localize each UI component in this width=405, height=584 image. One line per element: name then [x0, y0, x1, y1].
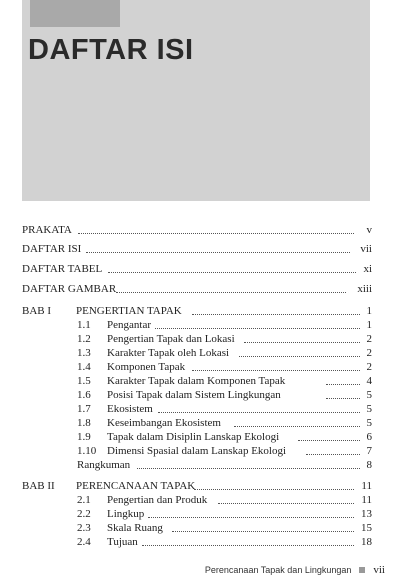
subentry-number: 2.2 [77, 508, 91, 520]
toc-entry-daftar-gambar[interactable] [22, 281, 372, 297]
toc-entry-page: xi [363, 263, 372, 275]
chapter-number: BAB I [22, 305, 52, 317]
subentry-number: 1.4 [77, 361, 91, 373]
leader-dots [218, 492, 354, 504]
leader-dots [326, 373, 360, 385]
subentry-label: Dimensi Spasial dalam Lanskap Ekologi [107, 445, 287, 457]
leader-dots [108, 261, 356, 273]
leader-dots [244, 331, 360, 343]
leader-dots [86, 241, 350, 253]
toc-entry-label: DAFTAR ISI [22, 243, 82, 255]
subentry-label: Karakter Tapak dalam Komponen Tapak [107, 375, 286, 387]
leader-dots [158, 401, 360, 413]
chapter-title: PENGERTIAN TAPAK [76, 305, 182, 317]
subentry-number: 1.8 [77, 417, 91, 429]
leader-dots [78, 222, 354, 234]
toc-entry-page: 15 [361, 522, 372, 534]
subentry-label: Rangkuman [77, 459, 131, 471]
page-title: DAFTAR ISI [28, 34, 194, 66]
subentry-number: 2.3 [77, 522, 91, 534]
toc-entry-page: 11 [361, 494, 372, 506]
subentry-number: 1.7 [77, 403, 91, 415]
toc-entry-page: 13 [361, 508, 372, 520]
leader-dots [306, 443, 360, 455]
toc-entry-page: 5 [366, 403, 372, 415]
toc-entry-rangkuman[interactable] [22, 457, 372, 473]
subentry-label: Lingkup [107, 508, 145, 520]
toc-entry-page: vii [360, 243, 372, 255]
toc-entry-page: 7 [366, 445, 372, 457]
chapter-number: BAB II [22, 480, 55, 492]
subentry-number: 1.3 [77, 347, 91, 359]
toc-entry-prakata[interactable] [22, 222, 372, 238]
footer-page-number: vii [373, 564, 385, 576]
subentry-label: Keseimbangan Ekosistem [107, 417, 221, 429]
leader-dots [298, 429, 360, 441]
toc-entry-daftar-tabel[interactable] [22, 261, 372, 277]
subentry-number: 1.1 [77, 319, 91, 331]
toc-entry-page: 2 [366, 347, 372, 359]
toc-entry-page: 18 [361, 536, 372, 548]
toc-entry-page: xiii [357, 283, 372, 295]
subentry-number: 1.9 [77, 431, 91, 443]
subentry-label: Tapak dalam Disiplin Lanskap Ekologi [107, 431, 280, 443]
subentry-label: Komponen Tapak [107, 361, 186, 373]
subentry-label: Pengantar [107, 319, 151, 331]
subentry-label: Posisi Tapak dalam Sistem Lingkungan [107, 389, 281, 401]
subentry-label: Skala Ruang [107, 522, 163, 534]
toc-entry-page: 1 [366, 305, 372, 317]
page-footer [205, 564, 385, 576]
leader-dots [194, 478, 354, 490]
toc-entry-page: 8 [366, 459, 372, 471]
footer-book-title: Perencanaan Tapak dan Lingkungan [204, 565, 352, 575]
leader-dots [148, 506, 354, 518]
subentry-number: 1.5 [77, 375, 91, 387]
subentry-label: Tujuan [107, 536, 138, 548]
leader-dots [155, 317, 360, 329]
leader-dots [142, 534, 354, 546]
subentry-number: 2.1 [77, 494, 91, 506]
leader-dots [239, 345, 360, 357]
subentry-number: 1.6 [77, 389, 91, 401]
leader-dots [234, 415, 360, 427]
toc-entry-page: 4 [366, 375, 372, 387]
header-tab-strip [30, 0, 120, 27]
subentry-label: Pengertian Tapak dan Lokasi [107, 333, 235, 345]
toc-entry-page: 1 [366, 319, 372, 331]
leader-dots [116, 281, 346, 293]
leader-dots [326, 387, 360, 399]
leader-dots [192, 303, 360, 315]
subentry-label: Karakter Tapak oleh Lokasi [107, 347, 230, 359]
leader-dots [172, 520, 354, 532]
toc-entry-daftar-isi[interactable] [22, 241, 372, 257]
toc-subentry[interactable] [22, 534, 372, 550]
toc-entry-page: 5 [366, 417, 372, 429]
toc-entry-page: 2 [366, 361, 372, 373]
toc-entry-label: DAFTAR TABEL [22, 263, 103, 275]
toc-entry-label: DAFTAR GAMBAR [22, 283, 117, 295]
subentry-number: 1.2 [77, 333, 91, 345]
subentry-number: 2.4 [77, 536, 91, 548]
toc-entry-label: PRAKATA [22, 224, 72, 236]
footer-square-marker [359, 567, 365, 573]
toc-entry-page: 2 [366, 333, 372, 345]
leader-dots [192, 359, 360, 371]
toc-entry-page: 11 [361, 480, 372, 492]
chapter-title: PERENCANAAN TAPAK [76, 480, 196, 492]
subentry-label: Ekosistem [107, 403, 153, 415]
subentry-label: Pengertian dan Produk [107, 494, 208, 506]
subentry-number: 1.10 [77, 445, 97, 457]
leader-dots [137, 457, 360, 469]
toc-entry-page: v [366, 224, 372, 236]
toc-entry-page: 5 [366, 389, 372, 401]
toc-entry-page: 6 [366, 431, 372, 443]
